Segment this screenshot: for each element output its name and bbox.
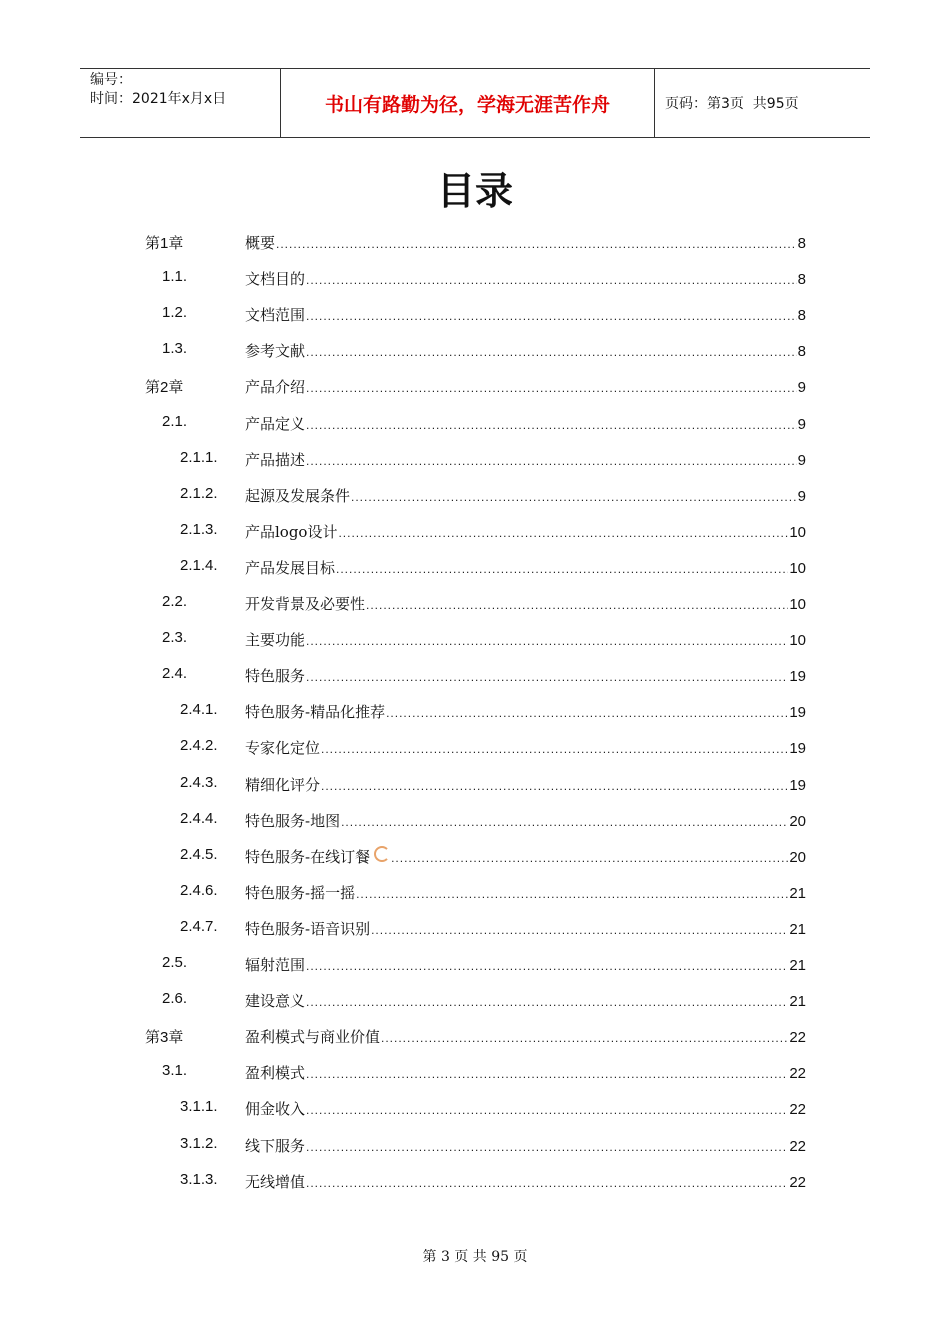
toc-entry-page: 19 [789, 704, 806, 722]
toc-entry-page: 20 [789, 848, 806, 866]
toc-entry-page: 19 [789, 776, 806, 794]
toc-entry-number: 2.4.1. [180, 701, 218, 719]
toc-entry-line [245, 665, 806, 686]
toc-entry-title: 建设意义 [245, 992, 306, 1011]
toc-entry-page: 9 [797, 451, 806, 469]
toc-entry[interactable] [0, 224, 950, 260]
toc-entry-line [245, 232, 806, 253]
toc-entry-title: 产品介绍 [245, 378, 306, 397]
toc-entry-page: 21 [789, 957, 806, 974]
toc-entry-page: 9 [797, 379, 806, 397]
toc-entry-line [245, 810, 806, 831]
toc-entry-title: 无线增值 [245, 1172, 306, 1191]
toc-entry-number: 3.1.2. [180, 1134, 218, 1152]
comment-mark-icon [374, 846, 390, 862]
toc-entry-page: 8 [797, 271, 806, 289]
toc-entry-number: 1.3. [162, 340, 188, 358]
toc-entry-line [245, 593, 806, 614]
toc-entry-line [245, 701, 806, 722]
toc-entry-title: 特色服务-语音识别 [245, 919, 371, 938]
toc-entry[interactable] [0, 332, 950, 368]
toc-entry-number: 2.4.2. [180, 737, 218, 755]
header-page-cell [655, 69, 870, 137]
toc-entry-title: 盈利模式与商业价值 [245, 1028, 381, 1047]
toc-entry-page: 22 [789, 1173, 806, 1191]
toc-entry-page: 22 [789, 1029, 806, 1047]
toc-entry-number: 1.2. [162, 304, 188, 322]
toc-entry[interactable] [0, 1054, 950, 1090]
toc-entry-page: 22 [789, 1137, 806, 1155]
toc-entry-line [245, 1098, 806, 1119]
toc-dot-leader [306, 381, 797, 395]
toc-entry-number: 2.4.7. [180, 917, 218, 935]
toc-entry[interactable] [0, 657, 950, 693]
toc-entry[interactable] [0, 910, 950, 946]
toc-dot-leader [371, 923, 788, 937]
toc-dot-leader [306, 634, 788, 648]
toc-entry[interactable] [0, 621, 950, 657]
toc-entry[interactable] [0, 982, 950, 1018]
toc-dot-leader [338, 526, 788, 540]
toc-entry[interactable] [0, 729, 950, 765]
toc-entry-title: 佣金收入 [245, 1100, 306, 1119]
toc-entry-line [245, 737, 806, 758]
toc-entry-number: 2.4.6. [180, 881, 218, 899]
header-motto-cell [281, 69, 655, 137]
toc-dot-leader [306, 345, 797, 359]
toc-entry-page: 19 [789, 740, 806, 758]
toc-dot-leader [386, 706, 788, 720]
toc-dot-leader [306, 309, 797, 323]
toc-entry-number: 2.1.3. [180, 520, 218, 538]
toc-entry-title: 专家化定位 [245, 739, 321, 758]
toc-entry-page: 8 [797, 307, 806, 325]
toc-entry-line [245, 954, 806, 975]
toc-entry-page: 10 [789, 523, 806, 541]
toc-entry-line [245, 340, 806, 361]
toc-dot-leader [351, 490, 797, 504]
toc-entry[interactable] [0, 838, 950, 874]
toc-entry-title: 特色服务-摇一摇 [245, 883, 356, 902]
toc-dot-leader [306, 670, 788, 684]
toc-entry-title: 辐射范围 [245, 956, 306, 974]
toc-entry-number: 3.1.3. [180, 1170, 218, 1188]
toc-dot-leader [306, 995, 788, 1009]
toc-entry-line [245, 557, 806, 578]
toc-entry[interactable] [0, 441, 950, 477]
toc-dot-leader [276, 237, 797, 251]
toc-entry-title: 开发背景及必要性 [245, 595, 366, 613]
toc-entry-page: 8 [797, 343, 806, 361]
toc-entry-title: 文档目的 [245, 270, 306, 289]
toc-entry-line [245, 846, 806, 867]
toc-entry-page: 21 [789, 884, 806, 902]
toc-entry-title: 产品发展目标 [245, 558, 336, 577]
document-number-label: 编号： [90, 72, 132, 88]
document-date: 时间：2021年x月x日 [90, 91, 227, 107]
toc-entry-number: 2.2. [162, 593, 188, 610]
toc-entry-number: 第3章 [145, 1029, 184, 1047]
toc-entry-number: 2.3. [162, 629, 188, 647]
toc-dot-leader [306, 454, 797, 468]
toc-dot-leader [391, 851, 788, 865]
toc-entry-line [245, 882, 806, 903]
toc-entry-number: 2.4. [162, 665, 188, 683]
toc-entry[interactable] [0, 802, 950, 838]
toc-entry[interactable] [0, 1090, 950, 1126]
toc-dot-leader [341, 815, 788, 829]
toc-entry[interactable] [0, 477, 950, 513]
toc-entry-title: 起源及发展条件 [245, 486, 351, 505]
toc-entry-line [245, 485, 806, 506]
toc-entry-page: 21 [789, 920, 806, 938]
toc-entry-title: 概要 [245, 234, 276, 252]
toc-entry-line [245, 1026, 806, 1047]
toc-entry-number: 3.1. [162, 1062, 188, 1080]
toc-dot-leader [366, 598, 788, 612]
toc-dot-leader [306, 1140, 788, 1154]
toc-entry-title: 特色服务-地图 [245, 811, 341, 830]
toc-entry-title: 特色服务 [245, 667, 306, 686]
page-title: 目录 [436, 169, 513, 213]
toc-dot-leader [321, 742, 788, 756]
toc-entry[interactable] [0, 260, 950, 296]
toc-entry-number: 2.1.4. [180, 556, 218, 574]
toc-entry-title: 参考文献 [245, 342, 306, 361]
toc-entry-number: 2.4.4. [180, 809, 218, 827]
toc-entry-title: 精细化评分 [245, 775, 321, 794]
toc-entry-number: 2.4.3. [180, 773, 218, 791]
toc-entry-number: 2.4.5. [180, 845, 218, 863]
toc-entry[interactable] [0, 874, 950, 910]
page-header [80, 68, 870, 138]
toc-entry-title: 产品logo设计 [245, 522, 338, 541]
toc-entry[interactable] [0, 766, 950, 802]
toc-entry-line [245, 268, 806, 289]
toc-dot-leader [336, 562, 788, 576]
toc-entry-number: 1.1. [162, 268, 188, 286]
toc-entry-page: 10 [789, 559, 806, 577]
toc-entry-number: 2.1.1. [180, 448, 218, 466]
toc-entry-page: 10 [789, 596, 806, 613]
toc-entry-page: 10 [789, 632, 806, 650]
toc-entry-number: 3.1.1. [180, 1098, 218, 1116]
toc-dot-leader [306, 273, 797, 287]
toc-entry-line [245, 304, 806, 325]
toc-entry-title: 盈利模式 [245, 1064, 306, 1083]
toc-dot-leader [306, 1103, 788, 1117]
toc-entry-number: 2.6. [162, 990, 188, 1008]
toc-dot-leader [306, 1067, 788, 1081]
toc-entry[interactable] [0, 296, 950, 332]
toc-entry-line [245, 1062, 806, 1083]
toc-entry[interactable] [0, 585, 950, 621]
toc-entry-title: 特色服务-在线订餐 [245, 847, 371, 866]
toc-entry[interactable] [0, 1018, 950, 1054]
toc-entry-line [245, 1171, 806, 1192]
toc-entry-line [245, 376, 806, 397]
toc-entry-title: 产品描述 [245, 450, 306, 469]
toc-entry-page: 9 [797, 415, 806, 433]
toc-entry-line [245, 990, 806, 1011]
toc-dot-leader [306, 1176, 788, 1190]
toc-entry-number: 第1章 [145, 235, 184, 252]
toc-entry[interactable] [0, 368, 950, 404]
toc-entry[interactable] [0, 513, 950, 549]
toc-dot-leader [381, 1031, 788, 1045]
toc-entry-page: 8 [797, 235, 806, 252]
toc-entry[interactable] [0, 693, 950, 729]
toc-entry-title: 主要功能 [245, 631, 306, 650]
toc-entry-page: 20 [789, 812, 806, 830]
toc-entry-number: 2.5. [162, 954, 188, 971]
toc-entry-title: 线下服务 [245, 1136, 306, 1155]
toc-dot-leader [321, 779, 788, 793]
header-page-info: 页码：第3页 共95页 [665, 96, 799, 112]
toc-entry-line [245, 449, 806, 470]
toc-entry-line [245, 918, 806, 939]
toc-entry-page: 9 [797, 487, 806, 505]
toc-entry-number: 第2章 [145, 379, 184, 397]
toc-entry-line [245, 629, 806, 650]
toc-entry[interactable] [0, 1127, 950, 1163]
footer-page-number: 第 3 页 共 95 页 [422, 1249, 528, 1265]
toc-dot-leader [306, 418, 797, 432]
toc-entry-page: 19 [789, 668, 806, 686]
toc-entry-page: 22 [789, 1065, 806, 1083]
toc-entry-page: 21 [789, 993, 806, 1011]
toc-entry-title: 产品定义 [245, 414, 306, 433]
toc-entry-number: 2.1.2. [180, 484, 218, 502]
toc-entry-line [245, 774, 806, 795]
toc-dot-leader [306, 959, 788, 973]
header-motto: 书山有路勤为径，学海无涯苦作舟 [324, 93, 610, 116]
toc-entry-number: 2.1. [162, 412, 188, 430]
toc-entry[interactable] [0, 405, 950, 441]
page-footer [0, 1246, 950, 1266]
toc-entry[interactable] [0, 549, 950, 585]
toc-entry-line [245, 521, 806, 542]
toc-entry-line [245, 413, 806, 434]
toc-entry-title: 文档范围 [245, 306, 306, 325]
toc-entry-line [245, 1135, 806, 1156]
header-meta [80, 69, 281, 137]
toc-entry[interactable] [0, 1163, 950, 1199]
toc-entry-title: 特色服务-精品化推荐 [245, 703, 386, 722]
toc-dot-leader [356, 887, 788, 901]
toc-entry[interactable] [0, 946, 950, 982]
toc-entry-page: 22 [789, 1101, 806, 1119]
